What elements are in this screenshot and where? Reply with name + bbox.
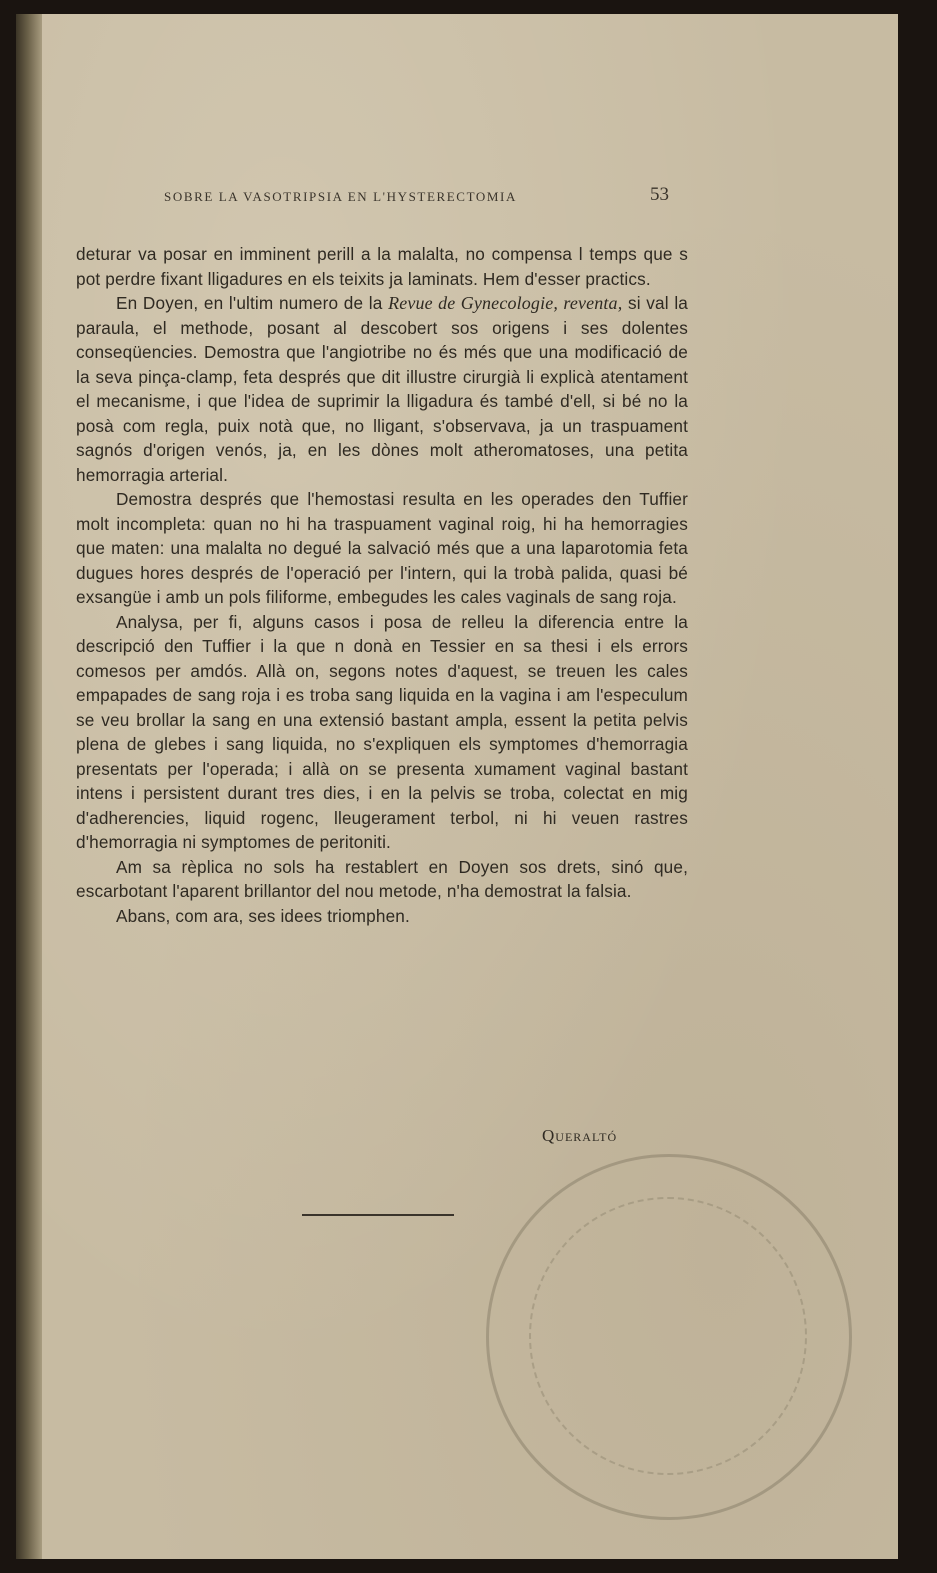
paragraph-1: deturar va posar en imminent perill a la malalta, no compensa l temps que s pot perdre fixant lligadures en els teixits ja laminats. Hem d'esser practics.	[76, 244, 688, 289]
paragraph-2-rest: si val la paraula, el methode, posant al descobert sos origens i ses dolentes conseqüencies. Demostra que l'angiotribe no és més que una modificació de la seva pinça-clamp, feta després que dit illustre cirurgià li explicà atentament el mecanisme, i que l'idea de suprimir la lligadura és també d'ell, si bé no la posà com regla, puix notà que, no lligant, s'observava, ja un traspuament sagnós d'origen venós, ja, en les dònes molt atheromatoses, una petita hemorragia arterial.	[76, 293, 688, 485]
page-number: 53	[650, 184, 669, 205]
paragraph-3: Demostra després que l'hemostasi resulta en les operades den Tuffier molt incompleta: quan no hi ha traspuament vaginal roig, hi ha hemorragies que maten: una malalta no degué la salvació més que a una laparotomia feta dugues hores després de l'operació per l'intern, qui la trobà palida, quasi bé exsangüe i amb un pols filiforme, embegudes les cales vaginals de sang roja.	[76, 489, 688, 607]
journal-title: Revue de Gynecologie, reventa,	[388, 293, 623, 313]
paragraph-6: Abans, com ara, ses idees triomphen.	[116, 905, 410, 926]
paragraph-5: Am sa rèplica no sols ha restablert en Doyen sos drets, sinó que, escarbotant l'aparent brillantor del nou metode, n'ha demostrat la falsia.	[76, 856, 688, 901]
page-header	[164, 184, 669, 206]
running-title: SOBRE LA VASOTRIPSIA EN L'HYSTERECTOMIA	[164, 189, 517, 204]
author-signature: Queraltó	[542, 1126, 618, 1145]
paragraph-2	[76, 291, 688, 487]
paragraph-4: Analysa, per fi, alguns casos i posa de relleu la diferencia entre la descripció den Tuffier i la que n donà en Tessier en sa thesi i els errors comesos per amdós. Allà on, segons notes d'aquest, se treuen les cales empapades de sang roja i es troba sang liquida en la vagina i am l'especulum se veu brollar la sang en una extensió bastant ampla, essent la petita pelvis plena de glebes i sang liquida, no s'expliquen els symptomes d'hemorragia presentats per l'operada; i allà on se presenta xumament vaginal bastant intens i persistent durant tres dies, i en la pelvis se troba, colectat en mig d'adherencies, liquid rogenc, lleugerament terbol, ni hi veuen rastres d'hemorragia ni symptomes de peritoniti.	[76, 611, 688, 852]
library-stamp	[486, 1154, 852, 1520]
paragraph-2-start: En Doyen, en l'ultim numero de la	[116, 293, 389, 313]
book-spine	[16, 14, 42, 1559]
library-stamp-inner-ring	[529, 1197, 807, 1475]
section-divider	[302, 1214, 454, 1216]
body-text	[76, 242, 688, 928]
book-page	[16, 14, 898, 1559]
